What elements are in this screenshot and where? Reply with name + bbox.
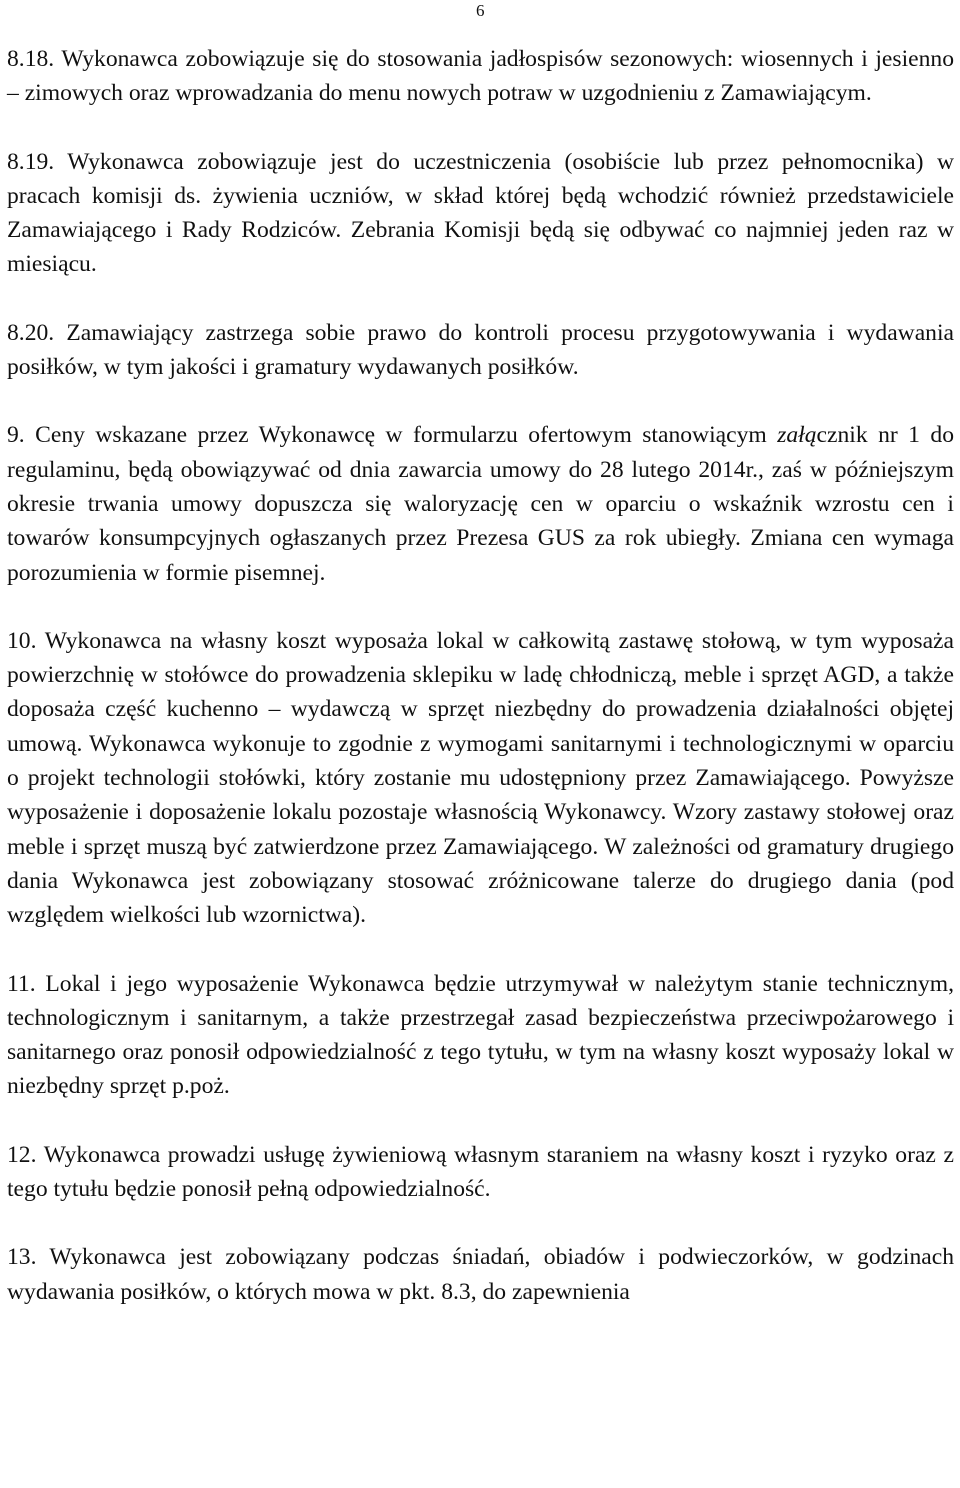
paragraph-9 (7, 418, 954, 589)
document-body (7, 42, 954, 1343)
paragraph-8-18: 8.18. Wykonawca zobowiązuje się do stosowania jadłospisów sezonowych: wiosennych i jesienno – zimowych oraz wprowadzania do menu nowych potraw w uzgodnieniu z Zamawiającym. (7, 46, 954, 107)
paragraph-8-20: 8.20. Zamawiający zastrzega sobie prawo do kontroli procesu przygotowywania i wydawania posiłków, w tym jakości i gramatury wydawanych posiłków. (7, 319, 954, 381)
paragraph-8-19: 8.19. Wykonawca zobowiązuje jest do uczestniczenia (osobiście lub przez pełnomocnika) w pracach komisji ds. żywienia uczniów, w skład której będą wchodzić również przedstawiciele Zamawiającego i Rady Rodziców. Zebrania Komisji będą się odbywać co najmniej jeden raz w miesiącu. (7, 148, 954, 278)
page-number: 6 (476, 1, 485, 20)
paragraph-11: 11. Lokal i jego wyposażenie Wykonawca będzie utrzymywał w należytym stanie technicznym, technologicznym i sanitarnym, a także przestrzegał zasad bezpieczeństwa przeciwpożarowego i sanitarnego oraz ponosił odpowiedzialność z tego tytułu, w tym na własny koszt wyposaży lokal w niezbędny sprzęt p.poż. (7, 970, 954, 1100)
paragraph-9-italic: załą (777, 422, 817, 449)
paragraph-13: 13. Wykonawca jest zobowiązany podczas śniadań, obiadów i podwieczorków, w godzinach wydawania posiłków, o których mowa w pkt. 8.3, do zapewnienia (7, 1244, 954, 1305)
paragraph-10: 10. Wykonawca na własny koszt wyposaża lokal w całkowitą zastawę stołową, w tym wyposaża powierzchnię w stołówce do prowadzenia sklepiku w ladę chłodniczą, meble i sprzęt AGD, a także doposaża część kuchenno – wydawczą w sprzęt niezbędny do prowadzenia działalności objętej umową. Wykonawca wykonuje to zgodnie z wymogami sanitarnymi i technologicznymi w oparciu o projekt technologii stołówki, który zostanie mu udostępniony przez Zamawiającego. Powyższe wyposażenie i doposażenie lokalu pozostaje własnością Wykonawcy. Wzory zastawy stołowej oraz meble i sprzęt muszą być zatwierdzone przez Zamawiającego. W zależności od gramatury drugiego dania Wykonawca jest zobowiązany stosować zróżnicowane talerze do drugiego dania (pod względem wielkości lub wzornictwa). (7, 627, 954, 929)
paragraph-9-end: cznik nr 1 do regulaminu, będą obowiązywać od dnia zawarcia umowy do 28 lutego 2014r., zaś w późniejszym okresie trwania umowy dopuszcza się waloryzację cen w oparciu o wskaźnik wzrostu cen i towarów konsumpcyjnych ogłaszanych przez Prezesa GUS za rok ubiegły. Zmiana cen wymaga porozumienia w formie pisemnej. (7, 422, 954, 586)
paragraph-12: 12. Wykonawca prowadzi usługę żywieniową własnym staraniem na własny koszt i ryzyko oraz z tego tytułu będzie ponosił pełną odpowiedzialność. (7, 1141, 954, 1203)
paragraph-9-start: 9. Ceny wskazane przez Wykonawcę w formularzu ofertowym stanowiącym (7, 422, 778, 449)
